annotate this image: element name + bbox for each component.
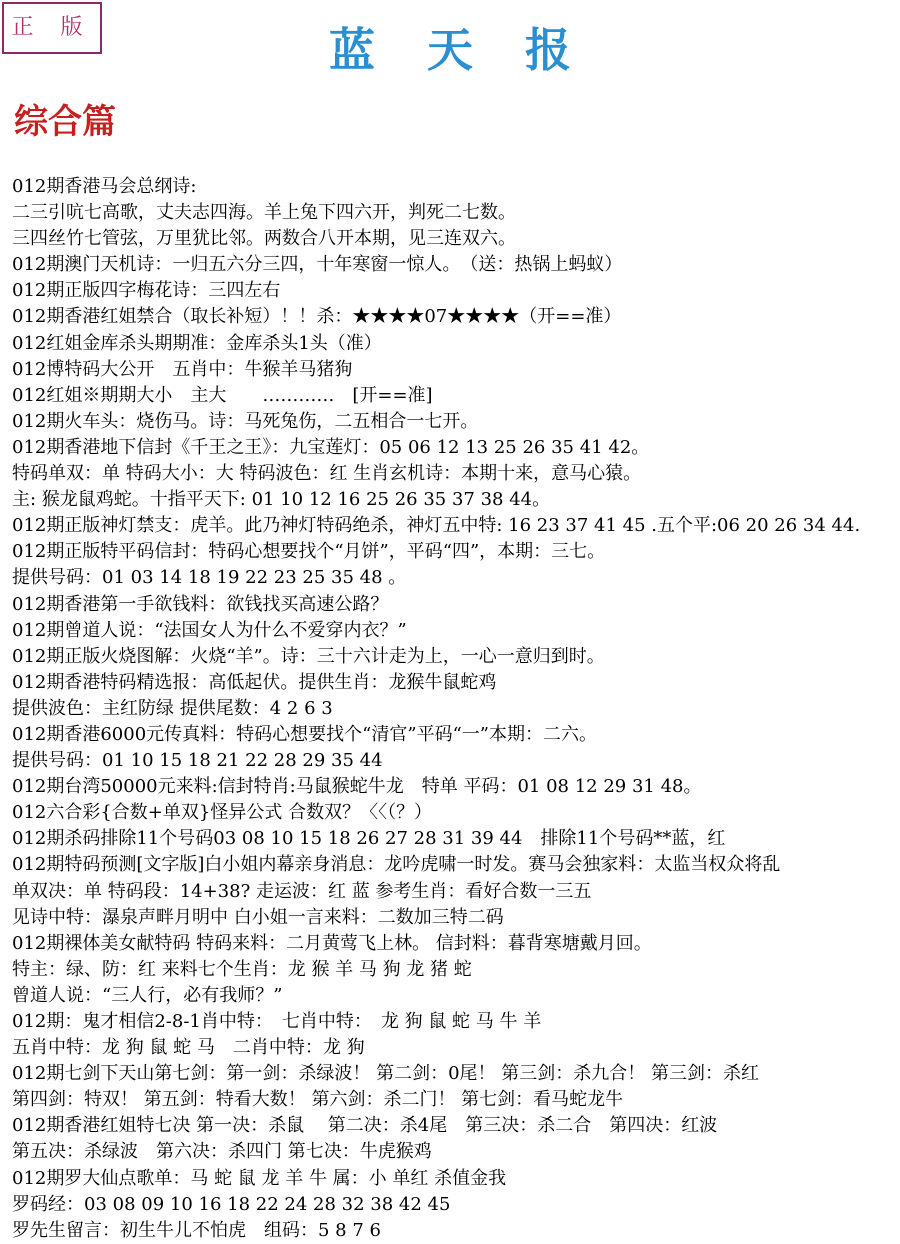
text-line: 012期正版神灯禁支：虎羊。此乃神灯特码绝杀，神灯五中特: 16 23 37 41 45 .五个平:06 20 26 34 44. <box>12 515 861 537</box>
text-line: 012期曾道人说：“法国女人为什么不爱穿内衣？” <box>12 619 407 641</box>
text-line: 二三引吭七高歌，丈夫志四海。羊上兔下四六开，判死二七数。 <box>12 202 516 224</box>
text-line: 012期香港特码精选报：高低起伏。提供生肖：龙猴牛鼠蛇鸡 <box>12 671 497 693</box>
text-line: 012期七剑下天山第七剑：第一剑：杀绿波！ 第二剑：0尾！ 第三剑：杀九合！ 第三剑：杀红 <box>12 1063 759 1085</box>
text-line: 提供波色：主红防绿 提供尾数：4 2 6 3 <box>12 697 333 719</box>
text-line: 曾道人说：“三人行，必有我师？” <box>12 984 283 1006</box>
article-body <box>12 174 898 1244</box>
text-line: 012期正版特平码信封：特码心想要找个“月饼”，平码“四”，本期：三七。 <box>12 541 606 563</box>
text-line: 012期杀码排除11个号码03 08 10 15 18 26 27 28 31 39 44 排除11个号码**蓝，红 <box>12 828 726 850</box>
text-line: 012六合彩{合数+单双}怪异公式 合数双？〈〈（？） <box>12 802 433 824</box>
text-line: 特主：绿、防：红 来料七个生肖：龙 猴 羊 马 狗 龙 猪 蛇 <box>12 958 472 980</box>
text-line: 012期香港地下信封《千王之王》：九宝莲灯：05 06 12 13 25 26 35 41 42。 <box>12 436 650 458</box>
text-line: 012期香港红姐禁合（取长补短）！！杀：★★★★07★★★★（开==准） <box>12 306 622 328</box>
text-line: 第五决：杀绿波 第六决：杀四门 第七决：牛虎猴鸡 <box>12 1141 432 1163</box>
text-line: 012博特码大公开 五肖中：牛猴羊马猪狗 <box>12 358 353 380</box>
text-line: 第四剑：特双！ 第五剑：特看大数！ 第六剑：杀二门！ 第七剑：看马蛇龙牛 <box>12 1089 624 1111</box>
text-line: 012期正版四字梅花诗：三四左右 <box>12 280 281 302</box>
section-heading: 综合篇 <box>14 102 116 142</box>
text-line: 012期台湾50000元来料:信封特肖:马鼠猴蛇牛龙 特单 平码：01 08 12 29 31 48。 <box>12 776 702 798</box>
text-line: 提供号码：01 10 15 18 21 22 28 29 35 44 <box>12 750 383 772</box>
text-line: 012期正版火烧图解：火烧“羊”。诗：三十六计走为上，一心一意归到时。 <box>12 645 605 667</box>
text-line: 012期澳门天机诗：一归五六分三四，十年寒窗一惊人。 （送：热锅上蚂蚁） <box>12 254 623 276</box>
text-line: 罗码经：03 08 09 10 16 18 22 24 28 32 38 42 45 <box>12 1193 451 1215</box>
text-line: 012期特码预测[文字版]白小姐内幕亲身消息：龙吟虎啸一时发。赛马会独家料：太监当权众将乱 <box>12 854 781 876</box>
text-line: 见诗中特：瀑泉声畔月明中 白小姐一言来料：二数加三特二码 <box>12 906 504 928</box>
text-line: 012期香港马会总纲诗: <box>12 176 197 197</box>
newspaper-title: 蓝天报 <box>329 23 623 77</box>
text-line: 012期香港红姐特七决 第一决：杀鼠 第二决：杀4尾 第三决：杀二合 第四决：红波 <box>12 1115 718 1137</box>
text-line: 012红姐※期期大小 主大 ………… [开==准] <box>12 384 433 406</box>
text-line: 罗先生留言：初生牛儿不怕虎 组码：5 8 7 6 <box>12 1219 381 1241</box>
text-line: 012期裸体美女献特码 特码来料：二月黄莺飞上林。 信封料：暮背寒塘戴月回。 <box>12 932 652 954</box>
text-line: 012期火车头：烧伤马。诗：马死兔伤，二五相合一七开。 <box>12 410 479 432</box>
text-line: 012期：鬼才相信2-8-1肖中特： 七肖中特： 龙 狗 鼠 蛇 马 牛 羊 <box>12 1011 542 1032</box>
text-line: 012期罗大仙点歌单：马 蛇 鼠 龙 羊 牛 属：小 单红 杀值金我 <box>12 1167 507 1189</box>
text-line: 单双决：单 特码段：14+38? 走运波：红 蓝 参考生肖：看好合数一三五 <box>12 880 592 902</box>
text-line: 012红姐金库杀头期期准：金库杀头1头（准） <box>12 332 382 354</box>
text-line: 主: 猴龙鼠鸡蛇。十指平天下: 01 10 12 16 25 26 35 37 38 44。 <box>12 489 551 511</box>
text-line: 012期香港第一手欲钱料：欲钱找买高速公路？ <box>12 593 389 615</box>
text-line: 特码单双：单 特码大小：大 特码波色：红 生肖玄机诗：本期十来，意马心猿。 <box>12 463 642 485</box>
edition-badge: 正 版 <box>2 2 102 54</box>
text-line: 012期香港6000元传真料：特码心想要找个“清官”平码“一”本期：二六。 <box>12 723 597 745</box>
text-line: 提供号码：01 03 14 18 19 22 23 25 35 48 。 <box>12 567 407 589</box>
text-line: 三四丝竹七管弦，万里犹比邻。两数合八开本期，见三连双六。 <box>12 228 516 250</box>
text-line: 五肖中特：龙 狗 鼠 蛇 马 二肖中特：龙 狗 <box>12 1037 365 1059</box>
